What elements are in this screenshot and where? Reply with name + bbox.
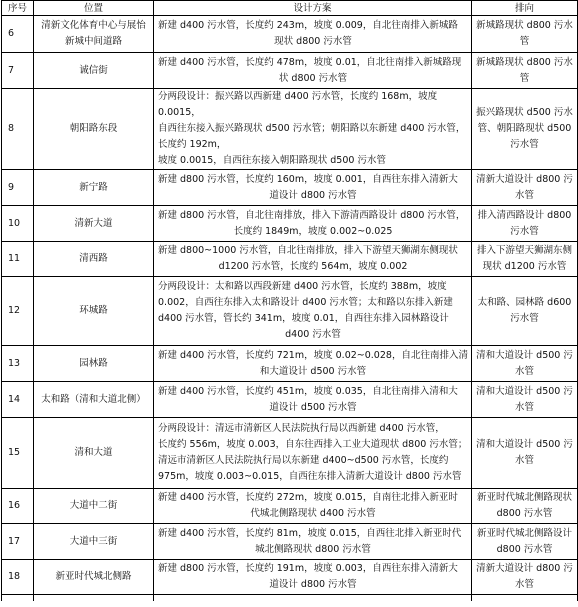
row-direction: 清和大道设计 d500 污水管 (472, 346, 578, 382)
row-plan (154, 89, 472, 170)
row-direction: 新亚时代城北侧路现状 d800 污水管 (472, 489, 578, 524)
plan-line: d400 污水管 (285, 329, 341, 340)
table-row (2, 89, 578, 170)
row-location: 清新文化体育中心与展怡新城中间道路 (34, 16, 154, 53)
row-location: 朝阳路东段 (34, 89, 154, 170)
plan-line: 坡度 0.0015，自西往东接入朝阳路现状 d500 污水管 (158, 155, 386, 166)
row-direction: 清新大道设计 d800 污水管 (472, 560, 578, 595)
row-location: 新亚时代城北侧路 (34, 560, 154, 595)
row-number: 15 (2, 418, 34, 489)
row-number: 14 (2, 382, 34, 418)
plan-line: 新建 d400 污水管，长度约 272m，坡度 0.015，自南往北排入新亚时 (158, 492, 458, 503)
plan-line: 新建 d800 污水管，长度约 191m，坡度 0.003，自西往东排入清新大 (158, 563, 458, 574)
row-direction: 清和大道设计 d500 污水管 (472, 418, 578, 489)
row-number: 16 (2, 489, 34, 524)
table-body (2, 16, 578, 602)
row-direction: 排入清西路设计 d800 污水管 (472, 206, 578, 242)
plan-line: 长度约 556m，坡度 0.003，自东往西排入工业大道现状 d800 污水管； (158, 439, 468, 450)
row-direction: 清新大道设计 d800 污水管 (472, 170, 578, 206)
empty-cell (472, 595, 578, 602)
table-row-partial (2, 595, 578, 602)
plan-line: 道设计 d500 污水管 (269, 401, 357, 413)
empty-cell (154, 595, 472, 602)
row-location: 清新大道 (34, 206, 154, 242)
row-plan (154, 382, 472, 418)
row-number: 8 (2, 89, 34, 170)
row-location: 清和大道 (34, 418, 154, 489)
table-row (2, 16, 578, 53)
empty-cell (34, 595, 154, 602)
row-location: 诚信街 (34, 53, 154, 89)
table-row (2, 242, 578, 277)
header-location: 位置 (34, 1, 154, 16)
row-number: 13 (2, 346, 34, 382)
plan-line: 分两段设计：振兴路以西新建 d400 污水管，长度约 168m，坡度 0.0015， (158, 91, 438, 118)
row-direction: 排入下游望天狮湖东侧现状 d1200 污水管 (472, 242, 578, 277)
empty-cell (2, 595, 34, 602)
row-plan (154, 524, 472, 560)
row-number: 9 (2, 170, 34, 206)
row-plan (154, 489, 472, 524)
row-location: 新宁路 (34, 170, 154, 206)
row-direction: 太和路、园林路 d600 污水管 (472, 277, 578, 346)
row-plan (154, 242, 472, 277)
row-location: 太和路（清和大道北侧） (34, 382, 154, 418)
plan-line: 现状 d800 污水管 (274, 36, 352, 47)
plan-line: 道设计 d800 污水管 (269, 579, 357, 590)
header-plan: 设计方案 (154, 1, 472, 16)
row-plan (154, 16, 472, 53)
plan-line: 道设计 d800 污水管 (269, 189, 357, 201)
table-row (2, 346, 578, 382)
row-plan (154, 346, 472, 382)
plan-line: 自西往东接入振兴路现状 d500 污水管；朝阳路以东新建 d400 污水管，长度约 192m， (158, 123, 466, 150)
row-location: 大道中二街 (34, 489, 154, 524)
table-row (2, 53, 578, 89)
plan-line: 和大道设计 d500 污水管 (259, 365, 367, 377)
header-no: 序号 (2, 1, 34, 16)
row-direction: 振兴路现状 d500 污水管、朝阳路现状 d500 污水管 (472, 89, 578, 170)
plan-line: 0.002，自西往东排入太和路设计 d400 污水管；太和路以东排入新建 (158, 297, 453, 308)
plan-line: 新建 d800 污水管，自北往南排放，排入下游清西路设计 d800 污水管， (158, 209, 466, 221)
plan-line: 长度约 1849m，坡度 0.002~0.025 (233, 225, 393, 237)
table-row (2, 560, 578, 595)
plan-line: 新建 d400 污水管，长度约 243m，坡度 0.009，自北往南排入新城路 (158, 20, 458, 31)
plan-line: 新建 d400 污水管，长度约 81m，坡度 0.015，自西往北排入新亚时代 (158, 527, 462, 539)
row-location: 环城路 (34, 277, 154, 346)
row-number: 12 (2, 277, 34, 346)
row-direction: 清和大道设计 d500 污水管 (472, 382, 578, 418)
plan-line: 新建 d400 污水管，长度约 721m，坡度 0.02~0.028，自北往南排入清 (158, 349, 468, 361)
row-number: 7 (2, 53, 34, 89)
row-number: 18 (2, 560, 34, 595)
row-location: 园林路 (34, 346, 154, 382)
table-row (2, 206, 578, 242)
plan-line: 城北侧路现状 d800 污水管 (255, 543, 371, 555)
row-direction: 新城路现状 d800 污水管 (472, 53, 578, 89)
table-row (2, 418, 578, 489)
plan-line: 975m，坡度 0.003~0.015，自西往东排入清新大道设计 d800 污水管 (158, 471, 462, 482)
table-header-row (2, 1, 578, 16)
table-row (2, 277, 578, 346)
plan-line: 清远市清新区人民法院执行局以东新建 d400~d500 污水管，长度约 (158, 455, 449, 466)
row-plan (154, 418, 472, 489)
table-row (2, 524, 578, 560)
row-plan (154, 170, 472, 206)
row-number: 11 (2, 242, 34, 277)
row-number: 17 (2, 524, 34, 560)
row-plan (154, 206, 472, 242)
table-row (2, 382, 578, 418)
header-direction: 排向 (472, 1, 578, 16)
row-number: 6 (2, 16, 34, 53)
plan-line: d1200 污水管，长度约 564m，坡度 0.002 (218, 261, 408, 272)
row-number: 10 (2, 206, 34, 242)
row-location: 清西路 (34, 242, 154, 277)
plan-line: 代城北侧路现状 d400 污水管 (250, 508, 376, 519)
plan-line: 新建 d800~1000 污水管，自北往南排放，排入下游望天狮湖东侧现状 (158, 245, 458, 256)
plan-line: 新建 d800 污水管，长度约 160m，坡度 0.001，自西往东排入清新大 (158, 173, 458, 185)
row-plan (154, 560, 472, 595)
plan-line: 分两段设计：清远市清新区人民法院执行局以西新建 d400 污水管， (158, 423, 445, 434)
row-plan (154, 277, 472, 346)
plan-line: d400 污水管，管长约 341m，坡度 0.01，自西往东排入园林路设计 (158, 313, 449, 324)
plan-line: 分两段设计：太和路以西段新建 d400 污水管，长度约 388m，坡度 (158, 281, 447, 292)
plan-line: 新建 d400 污水管，长度约 451m，坡度 0.035，自北往南排入清和大 (158, 385, 458, 397)
plan-line: 新建 d400 污水管，长度约 478m，坡度 0.01，自北往南排入新城路现 (158, 56, 462, 68)
table-row (2, 489, 578, 524)
plan-line: 状 d800 污水管 (278, 72, 348, 84)
row-direction: 新亚时代城北侧路设计 d800 污水管 (472, 524, 578, 560)
row-plan (154, 53, 472, 89)
row-location: 大道中三街 (34, 524, 154, 560)
table-row (2, 170, 578, 206)
row-direction: 新城路现状 d800 污水管 (472, 16, 578, 53)
drainage-design-table (1, 0, 578, 601)
